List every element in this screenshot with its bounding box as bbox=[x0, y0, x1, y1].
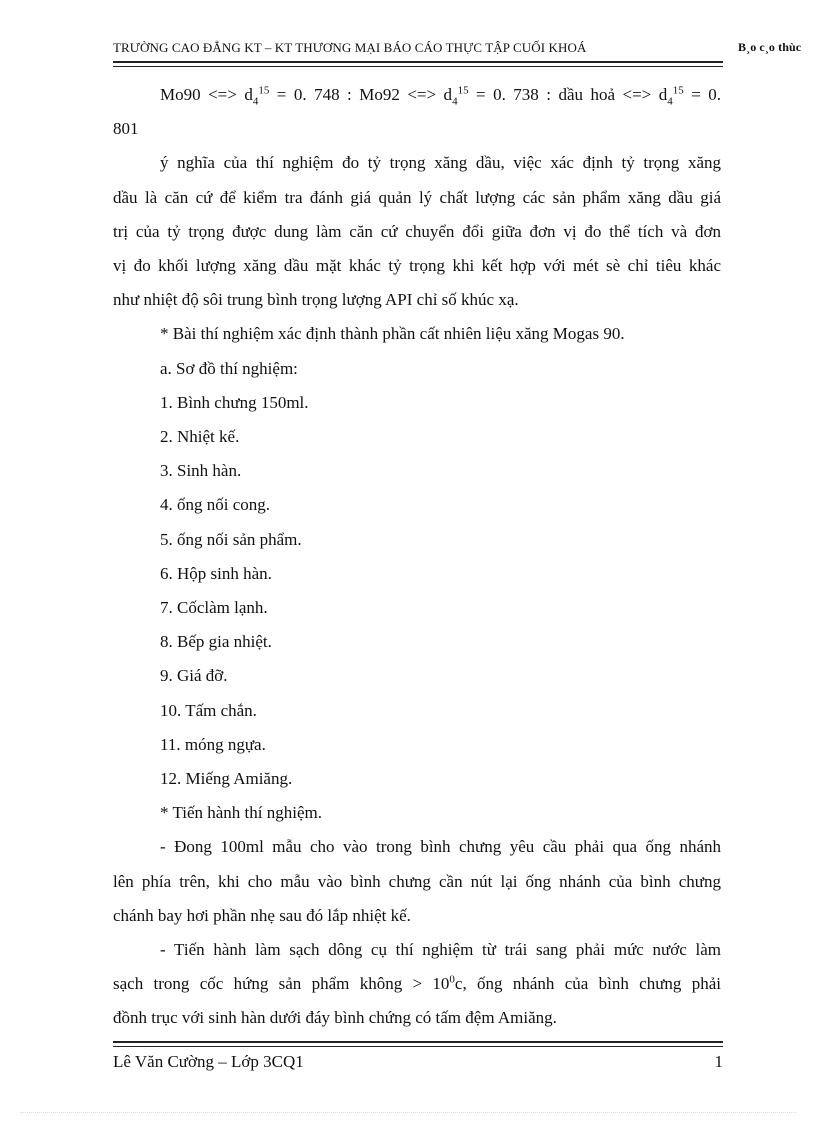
header-divider bbox=[113, 61, 723, 67]
superscript: 15 bbox=[258, 84, 270, 97]
significance-line-5: như nhiệt độ sôi trung bình trọng lượng API chỉ số khúc xạ. bbox=[113, 290, 519, 310]
page-number: 1 bbox=[714, 1052, 723, 1071]
page-edge-divider bbox=[20, 1112, 796, 1113]
equipment-item: 7. Cốclàm lạnh. bbox=[160, 598, 268, 618]
density-kerosene-label: dầu hoả <=> d bbox=[558, 85, 668, 104]
subscript: 4 bbox=[252, 95, 259, 108]
significance-line-4: vị đo khối lượng xăng dầu mặt khác tỷ trọng khi kết hợp với mét sè chỉ tiêu khác bbox=[113, 256, 721, 276]
superscript: 15 bbox=[672, 84, 684, 97]
equipment-item: 3. Sinh hàn. bbox=[160, 461, 242, 481]
density-line-continued: 801 bbox=[113, 119, 139, 139]
header-title: TRƯỜNG CAO ĐẲNG KT – KT THƯƠNG MẠI BÁO CÁO THỰC TẬP CUỐI KHOÁ bbox=[113, 40, 587, 55]
procedure-heading: * Tiến hành thí nghiệm. bbox=[160, 803, 322, 823]
equipment-item: 8. Bếp gia nhiệt. bbox=[160, 632, 272, 652]
page-header bbox=[113, 40, 813, 60]
density-mo90-label: Mo90 <=> d bbox=[160, 85, 253, 104]
significance-line-1: ý nghĩa của thí nghiệm đo tỷ trọng xăng dầu, việc xác định tỷ trọng xăng bbox=[160, 153, 721, 173]
step2-line-2 bbox=[113, 967, 721, 1001]
step2-line-2-a: sạch trong cốc hứng sản phẩm không > 10 bbox=[113, 974, 450, 994]
experiment-title: * Bài thí nghiệm xác định thành phần cất nhiên liệu xăng Mogas 90. bbox=[160, 324, 625, 344]
diagram-heading: a. Sơ đồ thí nghiệm: bbox=[160, 358, 298, 378]
equipment-item: 2. Nhiệt kế. bbox=[160, 427, 240, 447]
superscript: 0 bbox=[449, 973, 455, 986]
footer-author: Lê Văn Cường – Lớp 3CQ1 bbox=[113, 1052, 304, 1071]
page-footer bbox=[113, 1052, 723, 1072]
density-mo90-value: = 0. 748 : bbox=[269, 85, 360, 104]
equipment-item: 5. ống nối sản phẩm. bbox=[160, 529, 302, 549]
document-body bbox=[113, 78, 721, 1036]
step1-line-1: - Đong 100ml mẫu cho vào trong bình chưng yêu cầu phải qua ống nhánh bbox=[160, 837, 721, 857]
density-line bbox=[113, 78, 721, 112]
significance-line-3: trị của tỷ trọng được dung làm căn cứ chuyển đổi giữa đơn vị đo thể tích và đơn bbox=[113, 221, 721, 241]
equipment-item: 4. ống nối cong. bbox=[160, 495, 271, 515]
density-mo92-value: = 0. 738 : bbox=[468, 85, 559, 104]
subscript: 4 bbox=[667, 95, 673, 108]
equipment-item: 9. Giá đỡ. bbox=[160, 666, 228, 686]
step1-line-2: lên phía trên, khi cho mẫu vào bình chưng cần nút lại ống nhánh của bình chưng bbox=[113, 871, 721, 891]
equipment-item: 1. Bình chưng 150ml. bbox=[160, 392, 309, 412]
significance-line-2: dầu là căn cứ để kiểm tra đánh giá quản lý chất lượng các sản phẩm xăng dầu giá bbox=[113, 187, 721, 207]
equipment-item: 11. móng ngựa. bbox=[160, 734, 266, 754]
footer-divider bbox=[113, 1041, 723, 1047]
step2-line-3: đồnh trục với sinh hàn dưới đáy bình chứng có tấm đệm Amiăng. bbox=[113, 1008, 557, 1028]
equipment-item: 6. Hộp sinh hàn. bbox=[160, 563, 272, 583]
subscript: 4 bbox=[452, 95, 458, 108]
header-right-text: B¸o c¸o thùc bbox=[738, 40, 802, 54]
equipment-item: 12. Miếng Amiăng. bbox=[160, 769, 293, 789]
superscript: 15 bbox=[457, 84, 469, 97]
step1-line-3: chánh bay hơi phần nhẹ sau đó lắp nhiệt kế. bbox=[113, 905, 411, 925]
equipment-item: 10. Tấm chắn. bbox=[160, 700, 257, 720]
step2-line-2-b: c, ống nhánh của bình chưng phải bbox=[454, 974, 721, 994]
density-kerosene-value: = 0. bbox=[683, 85, 722, 104]
step2-line-1: - Tiến hành làm sạch dông cụ thí nghiệm từ trái sang phải mức nước làm bbox=[160, 940, 721, 960]
density-mo92-label: Mo92 <=> d bbox=[359, 85, 453, 104]
